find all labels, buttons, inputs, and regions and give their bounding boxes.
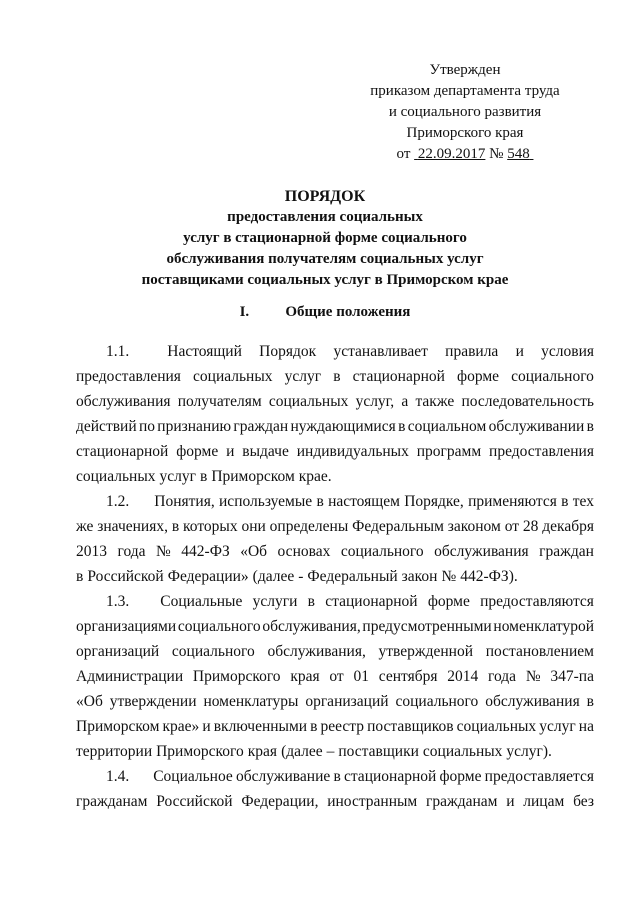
word: Федерации» xyxy=(167,568,249,585)
word: 28 xyxy=(522,518,539,535)
word: социальных xyxy=(76,468,156,485)
word: социального xyxy=(395,693,479,710)
word: услуг xyxy=(159,468,196,485)
word: форме xyxy=(427,593,470,610)
word: в xyxy=(199,468,208,485)
word: стационарной xyxy=(352,368,445,385)
title-line-1: предоставления социальных xyxy=(227,209,423,225)
paragraph xyxy=(76,764,594,814)
text-line xyxy=(76,364,594,389)
word: в xyxy=(586,418,594,435)
word: обслуживания xyxy=(434,543,529,560)
word: года xyxy=(488,668,517,685)
word: (далее xyxy=(281,743,323,760)
word: значениях, xyxy=(97,518,168,535)
word: стационарной xyxy=(76,443,169,460)
word: лицам xyxy=(523,793,565,810)
word: действий xyxy=(76,418,137,435)
word: 01 xyxy=(353,668,369,685)
paragraph-number: 1.1. xyxy=(106,343,130,360)
word: нуждающимися xyxy=(290,418,396,435)
word: по xyxy=(138,418,155,435)
section-title: Общие положения xyxy=(285,304,411,320)
text-line xyxy=(76,489,594,514)
word: закон xyxy=(401,568,438,585)
word: выдаче xyxy=(242,443,289,460)
word: без xyxy=(573,793,594,810)
word: (далее xyxy=(252,568,295,585)
word: форме xyxy=(439,768,482,785)
word: социального xyxy=(171,643,255,660)
word: в xyxy=(398,418,406,435)
text-line xyxy=(76,764,594,789)
word: утверждении xyxy=(109,693,197,710)
word: получателям xyxy=(177,393,262,410)
section-number: I. xyxy=(239,304,250,320)
text-line xyxy=(76,739,594,764)
word: в xyxy=(561,493,569,510)
word: обслуживания xyxy=(485,693,580,710)
word: в xyxy=(171,518,180,535)
word: стационарной xyxy=(343,768,437,785)
word: – xyxy=(326,743,335,760)
text-line xyxy=(76,789,594,814)
word: края xyxy=(290,668,320,685)
text-line xyxy=(76,589,594,614)
word: организаций xyxy=(305,693,389,710)
word: Федеральный xyxy=(307,568,398,585)
word: Социальное xyxy=(153,768,233,785)
word: 442-ФЗ). xyxy=(460,568,518,585)
word: реестр xyxy=(320,718,365,735)
text-line xyxy=(76,414,594,439)
word: социальных xyxy=(456,718,537,735)
word: устанавливает xyxy=(333,343,428,360)
word: номенклатуры xyxy=(203,693,299,710)
word: номенклатурой xyxy=(493,618,594,635)
word: форме xyxy=(457,368,500,385)
word: настоящем xyxy=(328,493,400,510)
text-line xyxy=(76,339,594,364)
word: социального xyxy=(177,618,261,635)
title-line-2: услуг в стационарной форме социального xyxy=(183,230,467,246)
word: социальных xyxy=(193,368,273,385)
word: обслуживания, xyxy=(267,643,366,660)
word: Социальные xyxy=(160,593,243,610)
word: от xyxy=(504,518,520,535)
word: - xyxy=(298,568,304,585)
word: же xyxy=(76,518,94,535)
word: «Об xyxy=(240,543,268,560)
word: законом xyxy=(447,518,501,535)
word: социального xyxy=(511,368,594,385)
word: 2014 xyxy=(447,668,479,685)
title-line-3: обслуживания получателям социальных услуг xyxy=(166,251,484,267)
word: края xyxy=(247,743,278,760)
section-heading xyxy=(60,302,590,323)
word: Российской xyxy=(156,793,233,810)
text-line xyxy=(76,689,594,714)
word: предоставления xyxy=(76,368,181,385)
word: в xyxy=(307,593,315,610)
approval-line-3: и социального развития xyxy=(388,104,542,120)
word: гражданам xyxy=(426,793,498,810)
word: 347-па xyxy=(550,668,594,685)
word: предоставляется xyxy=(484,768,594,785)
word: в xyxy=(316,493,324,510)
word: территории xyxy=(76,743,153,760)
word: № xyxy=(156,543,171,560)
word: услуг). xyxy=(506,743,552,760)
word: в xyxy=(333,368,341,385)
word: стационарной xyxy=(325,593,418,610)
approval-date: 22.09.2017 xyxy=(417,146,486,162)
word: Порядке, xyxy=(404,493,464,510)
word: № xyxy=(441,568,457,585)
word: иностранным xyxy=(327,793,418,810)
text-line xyxy=(76,614,594,639)
word: поставщики xyxy=(338,743,419,760)
paragraph xyxy=(76,339,594,489)
word: 442-ФЗ xyxy=(181,543,230,560)
paragraph xyxy=(76,489,594,589)
word: услуги xyxy=(252,593,298,610)
word: и xyxy=(226,443,235,460)
word: крае. xyxy=(298,468,332,485)
text-line xyxy=(76,539,594,564)
word: правила xyxy=(445,343,499,360)
word: в xyxy=(586,693,594,710)
word: услуг xyxy=(284,368,322,385)
word: социальных xyxy=(268,393,349,410)
word: декабря xyxy=(542,518,594,535)
word: Администрации xyxy=(76,668,184,685)
paragraph-number: 1.3. xyxy=(106,593,130,610)
text-line xyxy=(76,564,594,589)
word: граждан xyxy=(539,543,594,560)
word: Понятия, xyxy=(154,493,215,510)
word: обслуживания xyxy=(76,393,171,410)
word: обслуживание xyxy=(236,768,331,785)
word: применяются xyxy=(468,493,557,510)
word: индивидуальных xyxy=(296,443,409,460)
word: 2013 xyxy=(76,543,107,560)
word: социального xyxy=(340,543,424,560)
word: Приморского xyxy=(156,743,244,760)
word: услуг xyxy=(539,718,576,735)
word: № xyxy=(525,668,541,685)
word: и xyxy=(202,718,211,735)
word: в xyxy=(310,718,318,735)
word: Настоящий xyxy=(167,343,242,360)
word: а xyxy=(401,393,409,410)
word: «Об xyxy=(76,693,103,710)
word: включенными xyxy=(213,718,308,735)
word: социальных xyxy=(422,743,503,760)
paragraph-number: 1.2. xyxy=(106,493,130,510)
word: условия xyxy=(541,343,594,360)
text-line xyxy=(76,639,594,664)
text-line xyxy=(76,464,594,489)
approval-line-1: Утвержден xyxy=(429,62,501,78)
word: года xyxy=(117,543,146,560)
word: форме xyxy=(176,443,219,460)
word: основах xyxy=(277,543,331,560)
document-title xyxy=(60,186,590,291)
word: услуг, xyxy=(355,393,395,410)
word: предусмотренными xyxy=(362,618,492,635)
title-line-4: поставщиками социальных услуг в Приморском крае xyxy=(141,272,509,288)
word: сентября xyxy=(378,668,438,685)
word: в xyxy=(333,768,341,785)
word: предоставления xyxy=(489,443,594,460)
word: последовательность xyxy=(461,393,594,410)
word: от xyxy=(329,668,344,685)
word: утвержденной xyxy=(378,643,474,660)
approval-stamp xyxy=(360,60,570,165)
text-line xyxy=(76,714,594,739)
approval-number-sign: № xyxy=(489,146,504,162)
word: и xyxy=(506,793,515,810)
word: признанию xyxy=(157,418,232,435)
word: в xyxy=(76,568,84,585)
word: на xyxy=(578,718,594,735)
approval-line-2: приказом департамента труда xyxy=(370,83,560,99)
word: крае» xyxy=(162,718,200,735)
word: гражданам xyxy=(76,793,148,810)
word: организаций xyxy=(76,643,160,660)
word: тех xyxy=(572,493,594,510)
word: Приморском xyxy=(211,468,295,485)
text-line xyxy=(76,514,594,539)
word: Федерации, xyxy=(241,793,319,810)
word: которых xyxy=(183,518,238,535)
word: Приморского xyxy=(192,668,281,685)
word: Российской xyxy=(87,568,164,585)
approval-line-4: Приморского края xyxy=(406,125,524,141)
word: граждан xyxy=(233,418,289,435)
word: обслуживания, xyxy=(262,618,361,635)
title-main: ПОРЯДОК xyxy=(284,188,366,205)
word: они xyxy=(241,518,266,535)
word: поставщиков xyxy=(367,718,454,735)
approval-date-line xyxy=(360,144,570,165)
paragraph-number: 1.4. xyxy=(106,768,130,785)
word: также xyxy=(415,393,455,410)
approval-from-label: от xyxy=(396,146,411,162)
paragraph xyxy=(76,589,594,764)
word: Приморском xyxy=(76,718,160,735)
approval-number: 548 xyxy=(507,146,530,162)
text-line xyxy=(76,439,594,464)
text-line xyxy=(76,664,594,689)
word: Порядок xyxy=(259,343,317,360)
text-line xyxy=(76,389,594,414)
word: Федеральным xyxy=(352,518,444,535)
word: используемые xyxy=(219,493,313,510)
word: программ xyxy=(416,443,482,460)
document-body xyxy=(76,339,594,814)
word: постановлением xyxy=(485,643,594,660)
word: обслуживании xyxy=(488,418,585,435)
word: организациями xyxy=(76,618,177,635)
word: определены xyxy=(269,518,349,535)
word: и xyxy=(515,343,524,360)
word: предоставляются xyxy=(480,593,594,610)
word: социальном xyxy=(407,418,487,435)
